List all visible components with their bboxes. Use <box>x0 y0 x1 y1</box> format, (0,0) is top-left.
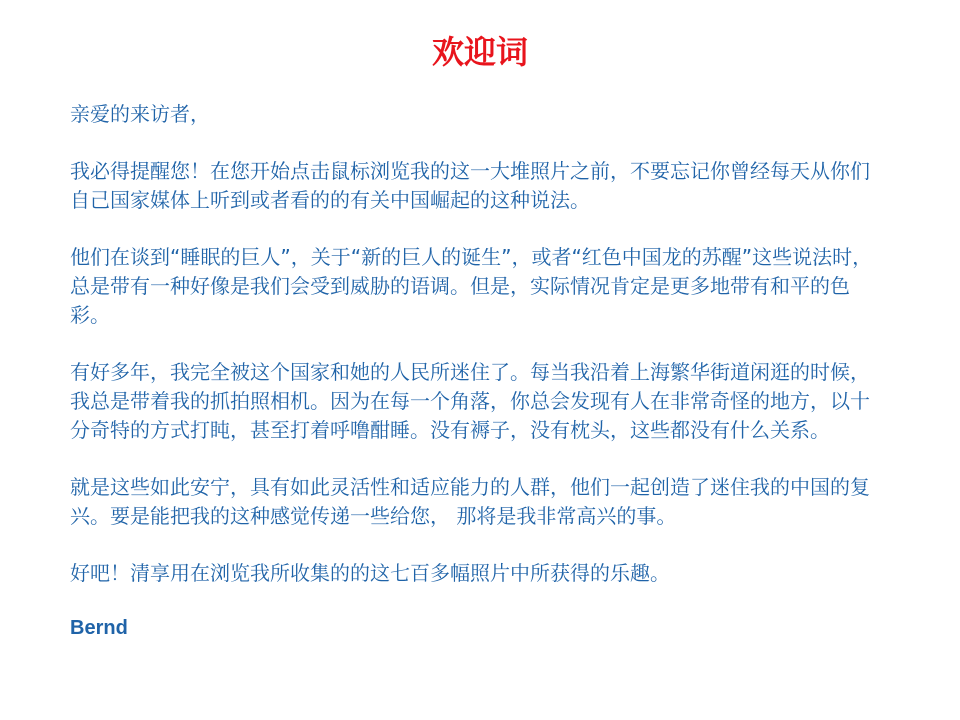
paragraph-enjoy: 好吧！清享用在浏览我所收集的的这七百多幅照片中所获得的乐趣。 <box>70 561 670 585</box>
paragraph-sleeping-giant: 他们在谈到“睡眠的巨人”，关于“新的巨人的诞生”，或者“红色中国龙的苏醒”这些说法时，总是带有一种好像是我们会受到威胁的语调。但是，实际情况肯定是更多地带有和平的色彩。 <box>70 245 873 327</box>
greeting: 亲爱的来访者， <box>70 102 210 126</box>
letter-body <box>70 100 880 640</box>
paragraph-shanghai-streets: 有好多年，我完全被这个国家和她的人民所迷住了。每当我沿着上海繁华街道闲逛的时候，我总是带着我的抓拍照相机。因为在每一个角落，你总会发现有人在非常奇怪的地方，以十分奇特的方式打盹，甚至打着呼噜酣睡。没有褥子，没有枕头，这些都没有什么关系。 <box>70 360 870 442</box>
paragraph-revival: 就是这些如此安宁，具有如此灵活性和适应能力的人群，他们一起创造了迷住我的中国的复兴。要是能把我的这种感觉传递一些给您， 那将是我非常高兴的事。 <box>70 475 870 528</box>
signature: Bernd <box>70 617 128 639</box>
page-title: 欢迎词 <box>431 33 528 71</box>
paragraph-reminder: 我必得提醒您！在您开始点击鼠标浏览我的这一大堆照片之前，不要忘记你曾经每天从你们自己国家媒体上听到或者看的的有关中国崛起的这种说法。 <box>70 159 870 212</box>
